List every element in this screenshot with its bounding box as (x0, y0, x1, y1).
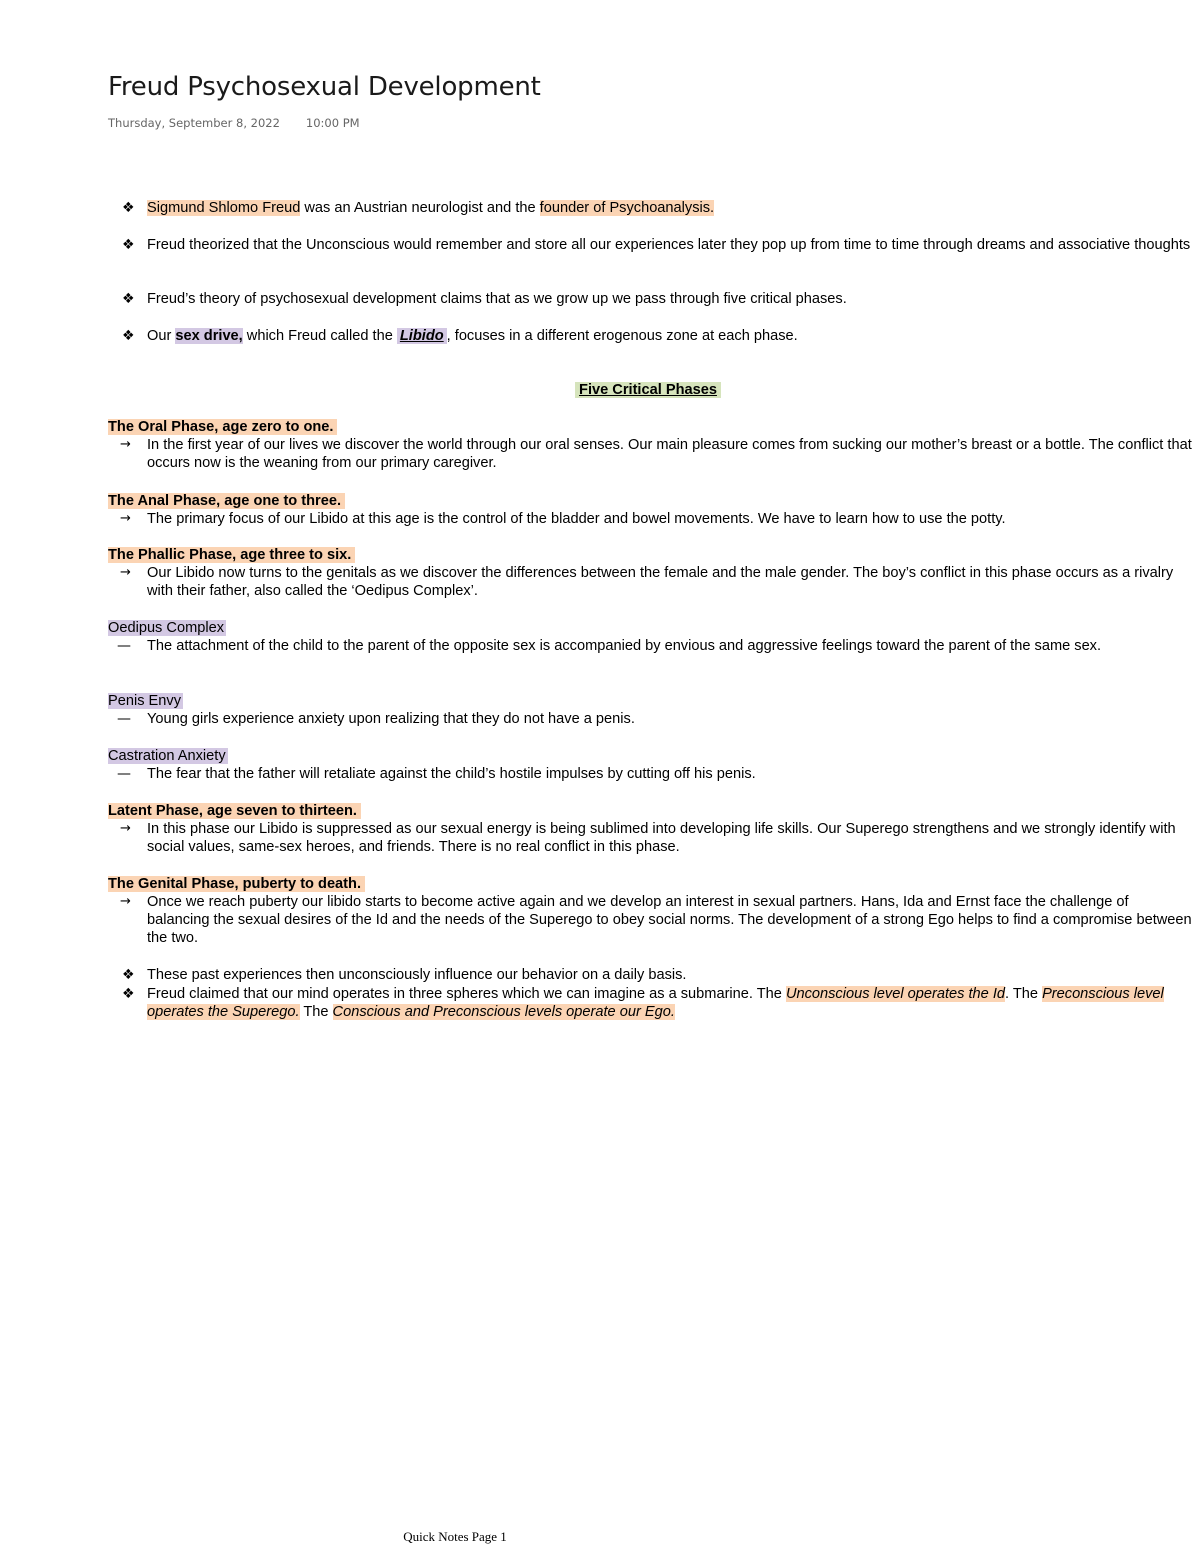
term-heading: Oedipus Complex (108, 620, 224, 636)
highlight-conscious: Conscious and Preconscious levels operate our Ego. (332, 1004, 675, 1020)
highlight-preconscious: Preconscious level operates the Superego. (147, 986, 1164, 1020)
dash-marker: — (117, 766, 131, 782)
term-castration-anxiety: Castration Anxiety — The fear that the father will retaliate against the child’s hostile impulses by cutting off his penis. (108, 748, 756, 782)
phase-latent: Latent Phase, age seven to thirteen. → In this phase our Libido is suppressed as our sexual energy is being sublimed into developing life skills. Our Superego strengthens and we strongly identify with social values, same-sex heroes, and friends. There is no real conflict in this phase. (108, 803, 1176, 855)
highlight-freud-name: Sigmund Shlomo Freud (147, 200, 301, 216)
term-penis-envy: Penis Envy — Young girls experience anxiety upon realizing that they do not have a penis. (108, 693, 635, 727)
intro-bullet-3: ❖ Freud’s theory of psychosexual development claims that as we grow up we pass through five critical phases. (122, 291, 847, 307)
arrow-marker: → (120, 565, 131, 580)
intro-bullet-2: ❖ Freud theorized that the Unconscious would remember and store all our experiences later they pop up from time to time through dreams and associative thoughts (122, 237, 1191, 253)
arrow-marker: → (120, 821, 131, 836)
bullet-marker: ❖ (122, 200, 135, 216)
closing-bullet-1: ❖ These past experiences then unconsciously influence our behavior on a daily basis. (122, 967, 687, 983)
phase-phallic: The Phallic Phase, age three to six. → Our Libido now turns to the genitals as we discover the differences between the female and the male gender. The boy’s conflict in this phase occurs as a rivalry with their father, also called the ‘Oedipus Complex’. (108, 547, 1174, 599)
phase-heading: The Anal Phase, age one to three. (108, 493, 345, 509)
highlight-libido: Libido (397, 328, 447, 344)
phase-heading: The Oral Phase, age zero to one. (108, 419, 337, 435)
intro-bullet-1: ❖ Sigmund Shlomo Freud was an Austrian neurologist and the founder of Psychoanalysis. (122, 200, 715, 216)
page-footer: Quick Notes Page 1 (403, 1529, 507, 1544)
phase-oral: The Oral Phase, age zero to one. → In the first year of our lives we discover the world through our oral senses. Our main pleasure comes from sucking our mother’s breast or a bottle. The conflict that occurs now is the weaning from our primary caregiver. (108, 419, 1192, 471)
phase-heading: The Phallic Phase, age three to six. (108, 547, 355, 563)
note-datetime (108, 116, 360, 130)
section-heading: Five Critical Phases (0, 381, 1200, 399)
highlight-sex-drive: sex drive, (175, 328, 243, 344)
page-title: Freud Psychosexual Development (108, 72, 541, 102)
arrow-marker: → (120, 437, 131, 452)
note-date: Thursday, September 8, 2022 (108, 116, 280, 130)
term-heading: Penis Envy (108, 693, 182, 709)
bullet-marker: ❖ (122, 291, 135, 307)
bullet-marker: ❖ (122, 328, 135, 344)
arrow-marker: → (120, 894, 131, 909)
term-heading: Castration Anxiety (108, 748, 226, 764)
note-time: 10:00 PM (305, 116, 360, 130)
dash-marker: — (117, 711, 131, 727)
intro-bullet-4: ❖ Our sex drive, which Freud called the Libido , focuses in a different erogenous zone at each phase. (122, 328, 798, 344)
bullet-marker: ❖ (122, 986, 135, 1002)
term-oedipus-complex: Oedipus Complex — The attachment of the child to the parent of the opposite sex is accompanied by envious and aggressive feelings toward the parent of the same sex. (108, 620, 1102, 654)
highlight-psychoanalysis: founder of Psychoanalysis. (539, 200, 715, 216)
phase-genital: The Genital Phase, puberty to death. → Once we reach puberty our libido starts to become active again and we develop an interest in sexual partners. Hans, Ida and Ernst face the challenge of balancing the sexual desires of the Id and the needs of the Superego to obey social norms. The development of a strong Ego helps to find a compromise between the two. (108, 876, 1192, 946)
phase-heading: The Genital Phase, puberty to death. (108, 876, 365, 892)
highlight-unconscious: Unconscious level operates the Id (785, 986, 1005, 1002)
arrow-marker: → (120, 511, 131, 526)
bullet-marker: ❖ (122, 237, 135, 253)
phase-anal: The Anal Phase, age one to three. → The primary focus of our Libido at this age is the control of the bladder and bowel movements. We have to learn how to use the potty. (108, 493, 1006, 527)
dash-marker: — (117, 638, 131, 654)
closing-bullet-2: ❖ Freud claimed that our mind operates in three spheres which we can imagine as a submarine. The Unconscious level operates the Id. The Preconscious level operates the Superego. The Conscious and Preconscious levels operate our Ego. (122, 986, 1164, 1020)
bullet-marker: ❖ (122, 967, 135, 983)
phase-heading: Latent Phase, age seven to thirteen. (108, 803, 361, 819)
